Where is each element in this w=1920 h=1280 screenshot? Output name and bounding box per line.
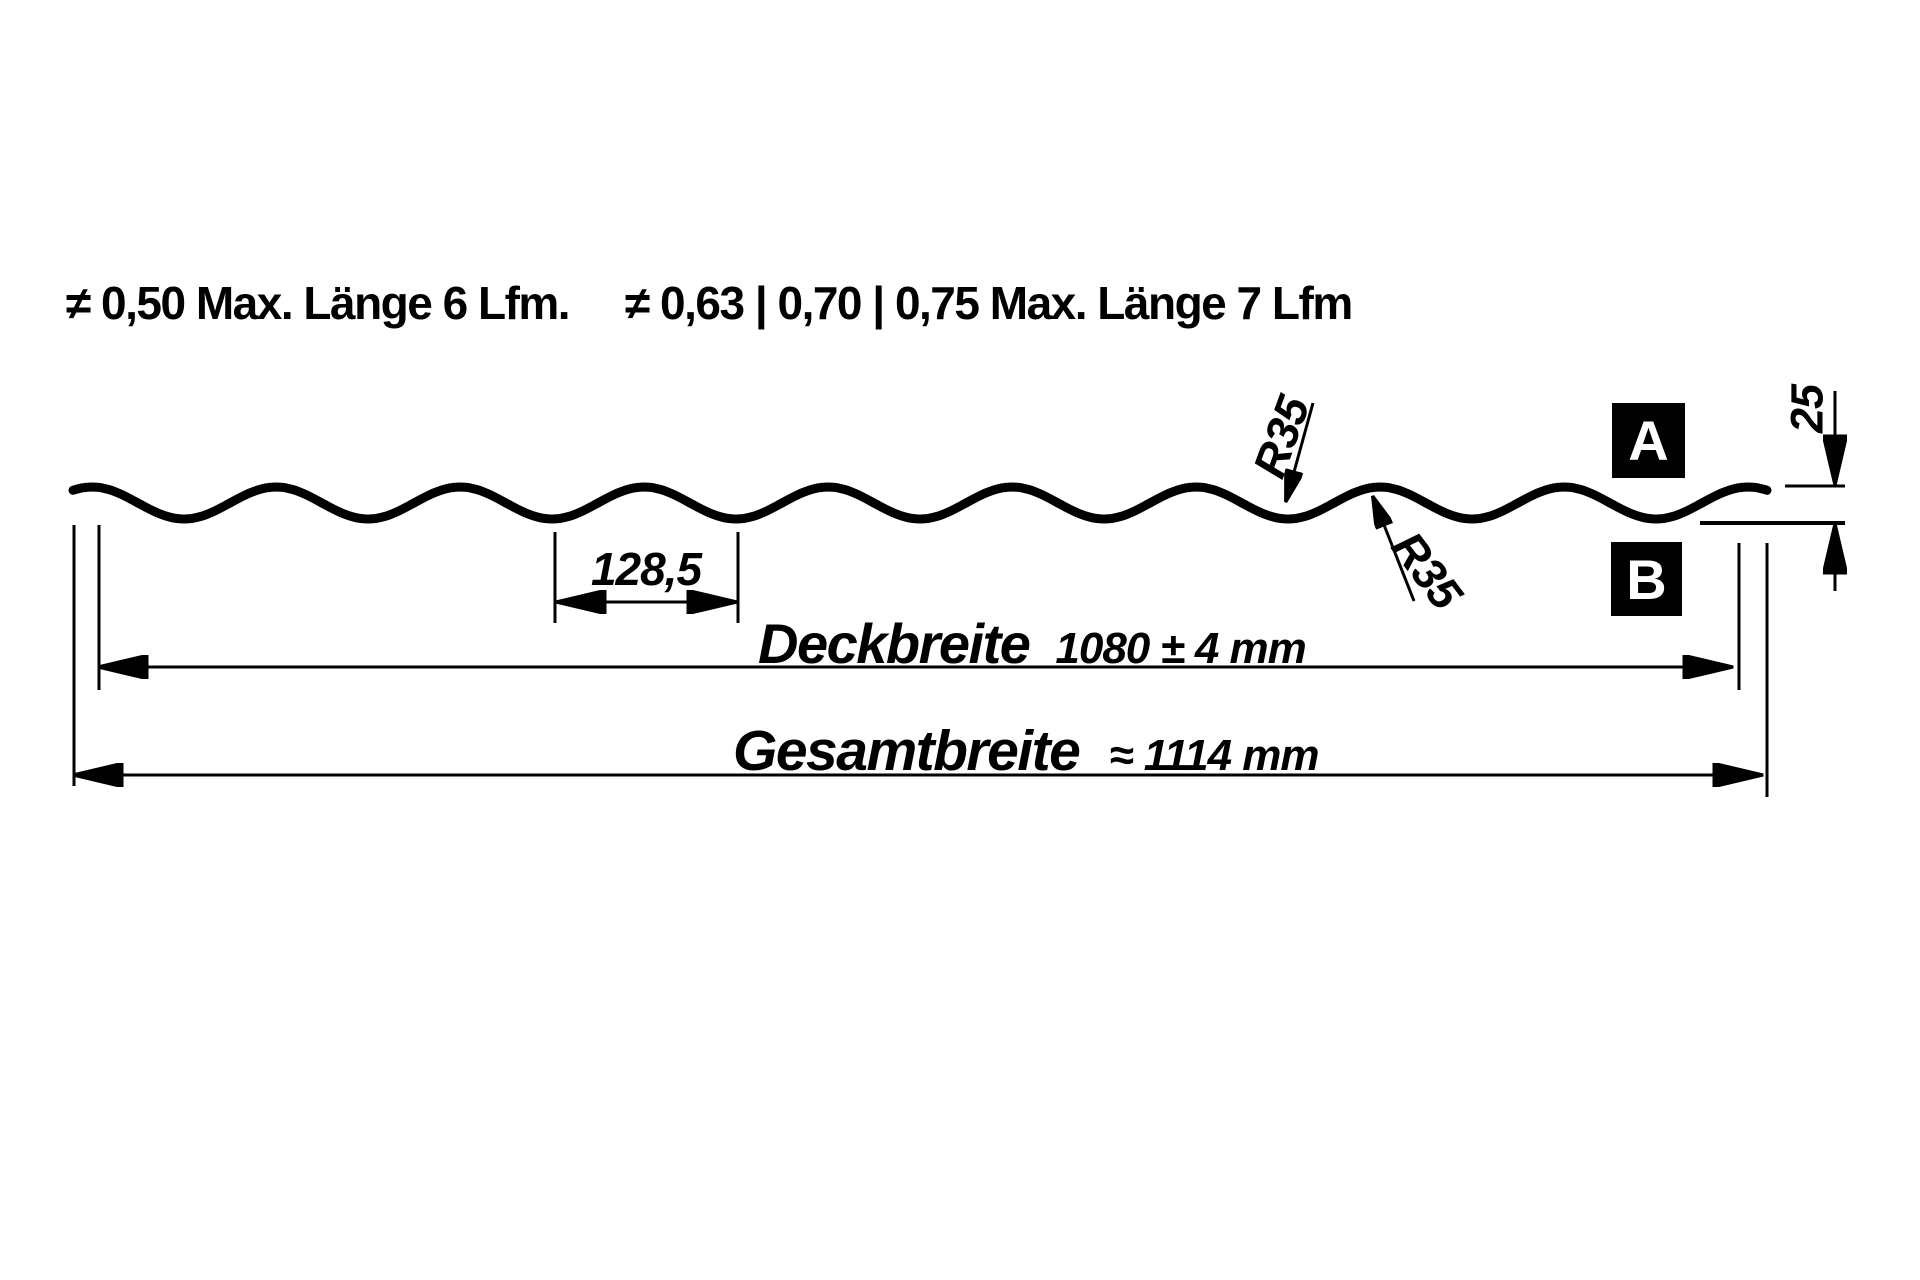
side-marker-a bbox=[1612, 403, 1685, 478]
side-marker-b-label: B bbox=[1626, 547, 1667, 611]
side-marker-b bbox=[1611, 542, 1682, 616]
deckbreite-dimension bbox=[758, 611, 1306, 676]
deckbreite-label: Deckbreite bbox=[758, 612, 1030, 675]
deckbreite-value: 1080 ± 4 mm bbox=[1055, 624, 1306, 673]
radius-label-top: R35 bbox=[1242, 389, 1320, 485]
thickness-note-2: ≠ 0,63 | 0,70 | 0,75 Max. Länge 7 Lfm bbox=[625, 277, 1352, 329]
thickness-note-1: ≠ 0,50 Max. Länge 6 Lfm. bbox=[66, 277, 570, 329]
radius-label-bottom: R35 bbox=[1381, 521, 1473, 619]
height-dimension-text: 25 bbox=[1781, 384, 1833, 434]
gesamtbreite-dimension bbox=[733, 718, 1319, 784]
side-marker-a-label: A bbox=[1628, 409, 1669, 472]
gesamtbreite-label: Gesamtbreite bbox=[733, 719, 1080, 783]
pitch-dimension-text: 128,5 bbox=[590, 543, 702, 595]
corrugated-profile-curve bbox=[73, 487, 1767, 519]
gesamtbreite-value: ≈ 1114 mm bbox=[1109, 731, 1319, 780]
